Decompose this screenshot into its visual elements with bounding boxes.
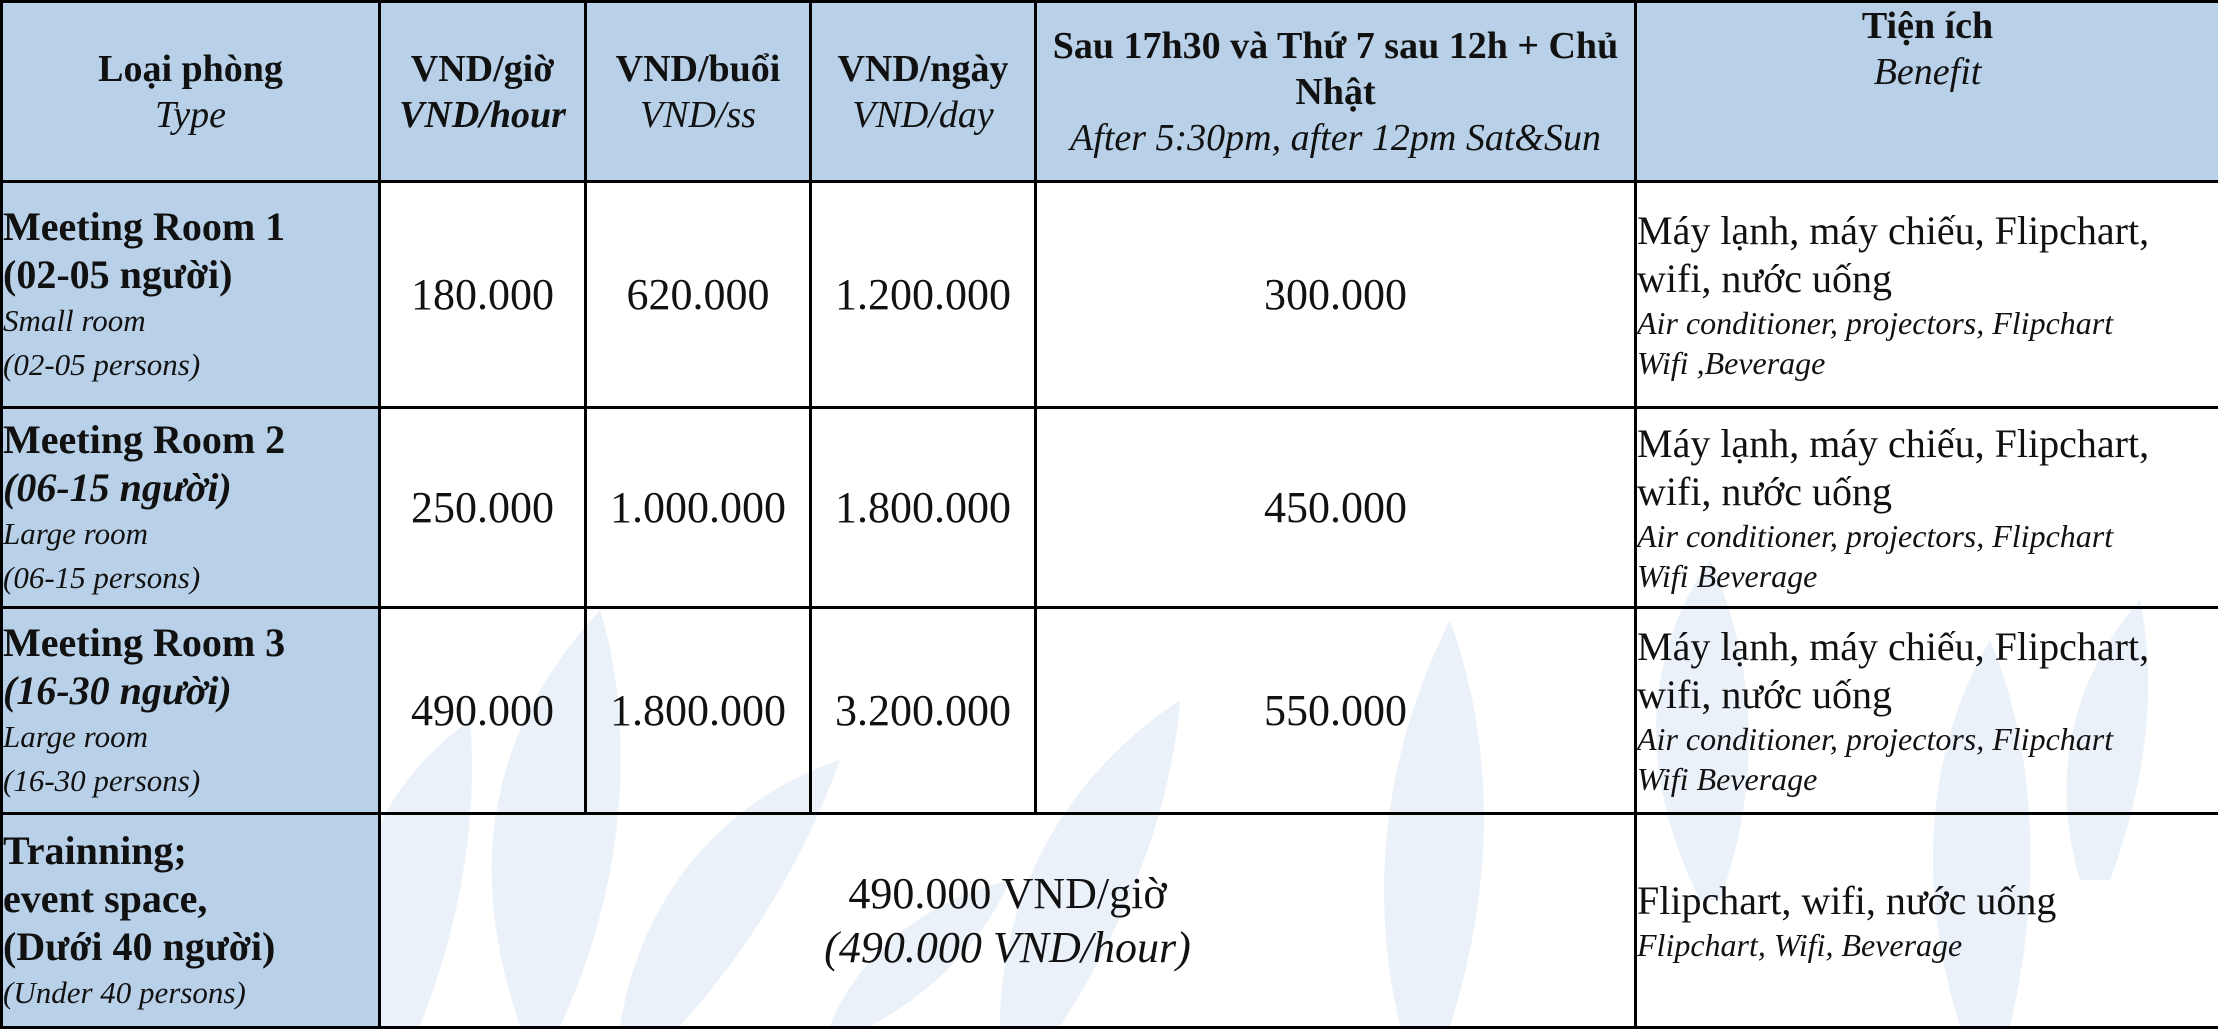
price-session: 620.000 bbox=[586, 182, 811, 408]
room-name: Meeting Room 1 bbox=[3, 203, 378, 251]
header-day: VND/ngày VND/day bbox=[811, 2, 1036, 182]
room-capacity-vi: (16-30 người) bbox=[3, 667, 378, 715]
training-row bbox=[2, 814, 2218, 1028]
room-type-en: Small room bbox=[3, 299, 378, 343]
room-capacity-en: (06-15 persons) bbox=[3, 556, 378, 600]
price-day: 3.200.000 bbox=[811, 608, 1036, 814]
table-row bbox=[2, 182, 2218, 408]
room-capacity-en: (02-05 persons) bbox=[3, 343, 378, 387]
price-session: 1.800.000 bbox=[586, 608, 811, 814]
room-type-en: Large room bbox=[3, 715, 378, 759]
training-capacity-vi: (Dưới 40 người) bbox=[3, 923, 378, 971]
training-name-1: Trainning; bbox=[3, 827, 378, 875]
benefit-vi: Máy lạnh, máy chiếu, Flipchart, wifi, nước uống bbox=[1637, 420, 2218, 516]
benefit-vi: Máy lạnh, máy chiếu, Flipchart, wifi, nước uống bbox=[1637, 207, 2218, 303]
room-name: Meeting Room 2 bbox=[3, 416, 378, 464]
header-after-hours: Sau 17h30 và Thứ 7 sau 12h + Chủ Nhật After 5:30pm, after 12pm Sat&Sun bbox=[1036, 2, 1636, 182]
benefit-cell bbox=[1636, 608, 2218, 814]
benefit-en: Flipchart, Wifi, Beverage bbox=[1637, 925, 2218, 965]
benefit-en-line-1: Air conditioner, projectors, Flipchart bbox=[1637, 303, 2218, 343]
price-hour: 250.000 bbox=[380, 408, 586, 608]
price-after-hours: 550.000 bbox=[1036, 608, 1636, 814]
price-hour: 490.000 bbox=[380, 608, 586, 814]
header-row bbox=[2, 2, 2218, 182]
room-capacity-en: (16-30 persons) bbox=[3, 759, 378, 803]
room-type-cell bbox=[2, 408, 380, 608]
benefit-cell bbox=[1636, 182, 2218, 408]
price-day: 1.200.000 bbox=[811, 182, 1036, 408]
room-type-en: Large room bbox=[3, 512, 378, 556]
price-after-hours: 300.000 bbox=[1036, 182, 1636, 408]
benefit-en-line-1: Air conditioner, projectors, Flipchart bbox=[1637, 516, 2218, 556]
room-capacity-vi: (06-15 người) bbox=[3, 464, 378, 512]
benefit-cell bbox=[1636, 408, 2218, 608]
benefit-en-line-1: Air conditioner, projectors, Flipchart bbox=[1637, 719, 2218, 759]
training-price-vi: 490.000 VND/giờ bbox=[381, 867, 1634, 921]
benefit-vi: Máy lạnh, máy chiếu, Flipchart, wifi, nước uống bbox=[1637, 623, 2218, 719]
header-session: VND/buổi VND/ss bbox=[586, 2, 811, 182]
training-price-en: (490.000 VND/hour) bbox=[381, 921, 1634, 975]
room-type-cell bbox=[2, 814, 380, 1028]
price-day: 1.800.000 bbox=[811, 408, 1036, 608]
benefit-cell bbox=[1636, 814, 2218, 1028]
price-hour: 180.000 bbox=[380, 182, 586, 408]
table-row bbox=[2, 608, 2218, 814]
header-hour: VND/giờ VND/hour bbox=[380, 2, 586, 182]
header-benefit: Tiện ích Benefit bbox=[1636, 2, 2218, 182]
price-after-hours: 450.000 bbox=[1036, 408, 1636, 608]
room-capacity-vi: (02-05 người) bbox=[3, 251, 378, 299]
table-row bbox=[2, 408, 2218, 608]
training-name-2: event space, bbox=[3, 875, 378, 923]
benefit-en-line-2: Wifi Beverage bbox=[1637, 759, 2218, 799]
room-type-cell bbox=[2, 608, 380, 814]
price-session: 1.000.000 bbox=[586, 408, 811, 608]
benefit-vi: Flipchart, wifi, nước uống bbox=[1637, 877, 2218, 925]
benefit-en-line-2: Wifi Beverage bbox=[1637, 556, 2218, 596]
benefit-en-line-2: Wifi ,Beverage bbox=[1637, 343, 2218, 383]
header-type: Loại phòng Type bbox=[2, 2, 380, 182]
room-type-cell bbox=[2, 182, 380, 408]
training-price-cell bbox=[380, 814, 1636, 1028]
room-name: Meeting Room 3 bbox=[3, 619, 378, 667]
training-capacity-en: (Under 40 persons) bbox=[3, 971, 378, 1015]
